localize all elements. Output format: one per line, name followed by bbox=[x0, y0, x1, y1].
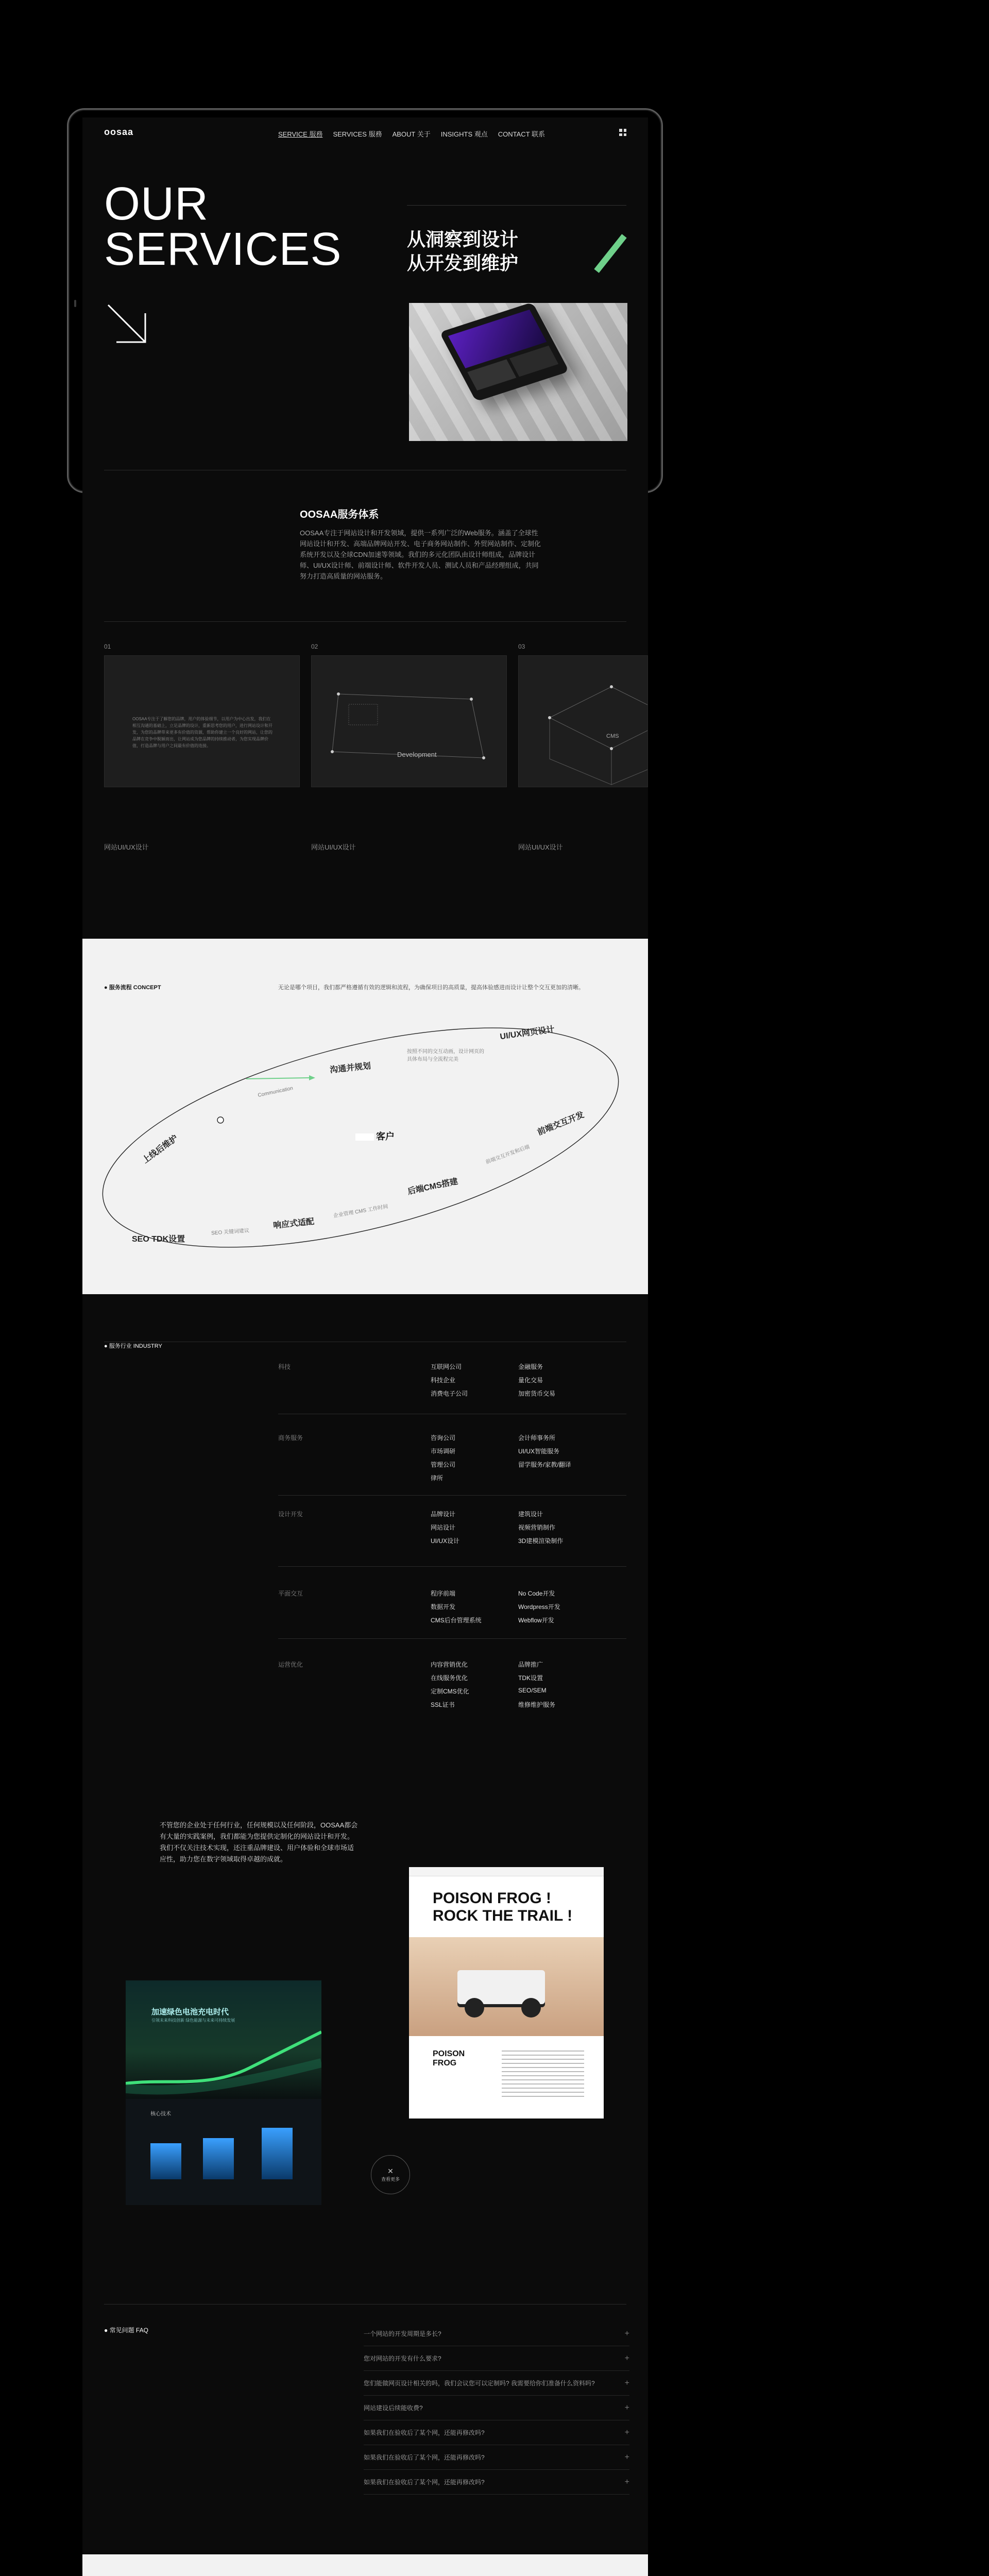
industry-item[interactable]: 品牌设计 bbox=[431, 1511, 456, 1518]
plus-icon: + bbox=[624, 2452, 629, 2462]
faq-question: 一个网站的开发周期是多长? bbox=[364, 2330, 441, 2337]
industry-item[interactable]: 数据开发 bbox=[431, 1603, 456, 1611]
faq-item[interactable] bbox=[364, 2321, 629, 2346]
plus-icon: + bbox=[624, 2353, 629, 2363]
faq-item[interactable] bbox=[364, 2470, 629, 2495]
industry-item[interactable]: TDK设置 bbox=[518, 1674, 543, 1682]
industry-item[interactable]: 会计师事务所 bbox=[518, 1434, 556, 1442]
service-card-label: 网站UI/UX设计 bbox=[104, 843, 149, 851]
nav-item-contact[interactable]: CONTACT 联系 bbox=[498, 130, 545, 138]
page-canvas bbox=[82, 117, 648, 2576]
industry-item[interactable]: 互联网公司 bbox=[431, 1363, 462, 1370]
industry-item[interactable]: 量化交易 bbox=[518, 1377, 543, 1384]
row-divider bbox=[278, 1566, 626, 1567]
hero-title-line2: SERVICES bbox=[104, 224, 342, 275]
nav-item-insights[interactable]: INSIGHTS 观点 bbox=[440, 130, 488, 138]
industry-item[interactable]: 程序前端 bbox=[431, 1590, 456, 1597]
card-number: 02 bbox=[311, 643, 318, 650]
development-diagram bbox=[312, 656, 507, 788]
industry-item[interactable]: SEO/SEM bbox=[518, 1687, 547, 1694]
card-number: 03 bbox=[518, 643, 525, 650]
faq-question: 如果我们在验收后了某个网，还能再修改吗? bbox=[364, 2454, 485, 2461]
industry-item[interactable]: 3D建模渲染制作 bbox=[518, 1537, 564, 1545]
industry-group-name: 平面交互 bbox=[278, 1590, 303, 1597]
industry-item[interactable]: 内容营销优化 bbox=[431, 1661, 468, 1668]
view-more-button[interactable] bbox=[371, 2155, 410, 2194]
truck-wheel bbox=[521, 1998, 541, 2018]
industry-item[interactable]: 视频营销制作 bbox=[518, 1524, 556, 1531]
chart-bar bbox=[203, 2138, 234, 2179]
contact-section bbox=[82, 2554, 648, 2576]
arrow-down-right-icon bbox=[106, 303, 148, 345]
service-card[interactable] bbox=[518, 655, 648, 787]
hero-divider bbox=[407, 205, 626, 206]
concept-tag-text: 服务流程 CONCEPT bbox=[109, 985, 161, 991]
truck-photo bbox=[409, 1937, 604, 2036]
center-highlight bbox=[355, 1133, 374, 1141]
close-icon: ✕ bbox=[387, 2167, 394, 2175]
flow-step-planning: 沟通并规划 bbox=[329, 1061, 371, 1075]
row-divider bbox=[278, 1495, 626, 1496]
hero-tablet-image bbox=[409, 303, 627, 441]
industry-group-name: 运营优化 bbox=[278, 1661, 303, 1668]
case-card-subtitle: 引领未来科技创新 绿色能源与未来可持续发展 bbox=[151, 2018, 235, 2023]
section-divider bbox=[104, 621, 626, 622]
industry-item[interactable]: 管理公司 bbox=[431, 1461, 456, 1468]
industry-item[interactable]: UI/UX设计 bbox=[431, 1537, 460, 1545]
industry-group-name: 设计开发 bbox=[278, 1511, 303, 1518]
chart-bar bbox=[262, 2128, 293, 2179]
flow-step-responsive: 响应式适配 bbox=[272, 1217, 315, 1231]
industry-item[interactable]: 科技企业 bbox=[431, 1377, 456, 1384]
flow-note: SEO 关键词建议 bbox=[211, 1228, 250, 1236]
faq-item[interactable] bbox=[364, 2371, 629, 2396]
case-card-brand bbox=[433, 2049, 465, 2068]
green-slash-icon bbox=[592, 233, 628, 273]
industry-item[interactable]: 金融服务 bbox=[518, 1363, 543, 1370]
nav-item-service[interactable]: SERVICE 服務 bbox=[278, 130, 323, 138]
industry-item[interactable]: 消费电子公司 bbox=[431, 1390, 468, 1397]
hero-subtitle-line2: 从开发到维护 bbox=[407, 252, 519, 274]
case-card-body-lines bbox=[502, 2050, 584, 2097]
industry-group-name: 商务服务 bbox=[278, 1434, 303, 1442]
hero-subtitle-line1: 从洞察到设计 bbox=[407, 229, 519, 250]
industry-item[interactable]: 留学服务/家教/翻译 bbox=[518, 1461, 571, 1468]
main-nav bbox=[278, 129, 555, 139]
industry-item[interactable]: 加密货币交易 bbox=[518, 1390, 556, 1397]
case-card-header bbox=[409, 1867, 604, 1876]
nav-item-services[interactable]: SERVICES 服務 bbox=[333, 130, 382, 138]
flow-note: 前端交互开发和后端 bbox=[485, 1144, 531, 1165]
flow-note: 按照不同的交互动画，设计网页的具体布局与全流程完美 bbox=[407, 1049, 484, 1062]
brand-line1: POISON bbox=[433, 2049, 465, 2058]
flow-step-seo: SEO TDK设置 bbox=[132, 1235, 185, 1244]
plus-icon: + bbox=[624, 2378, 629, 2387]
service-card-label: 网站UI/UX设计 bbox=[311, 843, 356, 851]
industry-item[interactable]: 咨询公司 bbox=[431, 1434, 456, 1442]
card-center-label: Development bbox=[397, 751, 437, 758]
chart-bar bbox=[150, 2143, 181, 2179]
headline-line2: ROCK THE TRAIL ! bbox=[433, 1907, 573, 1924]
case-card-headline bbox=[433, 1890, 572, 1925]
faq-item[interactable] bbox=[364, 2420, 629, 2445]
faq-question: 您们能做网页设计相关的吗，我们会议您可以定制吗? 我需要给你们准备什么资料吗? bbox=[364, 2380, 595, 2387]
industry-item[interactable]: 市场调研 bbox=[431, 1448, 456, 1455]
plus-icon: + bbox=[624, 2403, 629, 2412]
showcase-intro: 不管您的企业处于任何行业，任何规模以及任何阶段，OOSAA都会有大量的实践案例，我们都能为您提供定制化的网站设计和开发。我们不仅关注技术实现，还注重品牌建设、用户体验和全球市场适应性，助力您在数字领域取得卓越的成就。 bbox=[160, 1821, 358, 1863]
industry-item[interactable]: 在线服务优化 bbox=[431, 1674, 468, 1682]
service-card-text: OOSAA专注于了解您的品牌，用户的体验细节，以用户为中心出发，我们在相互沟通的基础上，立足品牌的设计，重新思考您的用户，进行网站设计和开发，为您的品牌带来更多有价值的资源，帮助你建立一个良好的网站，让您的品牌在竞争中脱颖而出，让网站成为您品牌的持续推动者，为您实现品牌价值，打造品牌与用户之间最有价值的连接。 bbox=[132, 717, 272, 748]
logo[interactable]: oosaa bbox=[104, 127, 134, 137]
truck-wheel bbox=[465, 1998, 484, 2018]
cms-cube-diagram bbox=[519, 656, 648, 787]
concept-desc: 无论是哪个项目，我们都严格遵循有效的逻辑和流程，为确保项目的高质量，提高体验感进而设计让整个交互更加的清晰。 bbox=[278, 985, 584, 991]
faq-question: 网站建设后续能收费? bbox=[364, 2404, 423, 2412]
concept-section bbox=[82, 939, 648, 1294]
industry-item[interactable]: 维修维护服务 bbox=[518, 1701, 556, 1708]
case-card-poison-frog[interactable] bbox=[409, 1867, 604, 2119]
flow-step-frontend: 前端交互开发 bbox=[536, 1110, 586, 1138]
service-card-label: 网站UI/UX设计 bbox=[518, 843, 563, 851]
flow-step-maintenance: 上线后维护 bbox=[141, 1133, 180, 1165]
flow-step-cms: 后端CMS搭建 bbox=[406, 1177, 459, 1197]
industry-item[interactable]: 建筑设计 bbox=[518, 1511, 543, 1518]
industry-group-name: 科技 bbox=[278, 1363, 291, 1370]
case-section-title: 核心技术 bbox=[150, 2111, 171, 2117]
industry-item[interactable]: 品牌推广 bbox=[518, 1661, 543, 1668]
card-number: 01 bbox=[104, 643, 111, 650]
concept-center-text: 客户 bbox=[376, 1131, 395, 1142]
industry-item[interactable]: No Code开发 bbox=[518, 1590, 555, 1597]
nav-item-about[interactable]: ABOUT 关于 bbox=[392, 130, 431, 138]
faq-item[interactable] bbox=[364, 2445, 629, 2470]
service-card[interactable] bbox=[311, 655, 507, 787]
case-card-battery[interactable] bbox=[126, 1980, 321, 2205]
device-side-button bbox=[74, 300, 76, 307]
view-more-label: 查看更多 bbox=[381, 2177, 400, 2182]
industry-tag-text: 服务行业 INDUSTRY bbox=[109, 1343, 162, 1349]
green-wave-graphic bbox=[126, 1980, 321, 2099]
industry-item[interactable]: UI/UX智能服务 bbox=[518, 1448, 560, 1455]
faq-question: 如果我们在验收后了某个网，还能再修改吗? bbox=[364, 2479, 485, 2486]
industry-item[interactable]: Webflow开发 bbox=[518, 1617, 554, 1624]
brand-line2: FROG bbox=[433, 2059, 457, 2067]
card-center-label: CMS bbox=[606, 733, 619, 739]
plus-icon: + bbox=[624, 2329, 629, 2338]
industry-item[interactable]: 律所 bbox=[431, 1475, 444, 1482]
flow-note: Communication bbox=[257, 1085, 294, 1099]
hero-subtitle bbox=[407, 228, 518, 275]
system-title: OOSAA服务体系 bbox=[300, 509, 379, 520]
case-card-title: 加速绿色电池充电时代 bbox=[151, 2008, 229, 2016]
industry-item[interactable]: 网站设计 bbox=[431, 1524, 456, 1531]
system-text: OOSAA专注于网站设计和开发领域，提供一系列广泛的Web服务。涵盖了全球性网站设计和开发、高端品牌网站开发、电子商务网站制作、外贸网站制作、定制化系统开发以及全球CDN加速等领域。我们的多元化团队由设计师组成，品牌设计师、UI/UX设计师、前端设计师、软件开发人员、测试人员和产品经理组成，共同努力打造高质量的网站服务。 bbox=[300, 529, 541, 580]
industry-item[interactable]: SSL证书 bbox=[431, 1701, 455, 1708]
hero-title bbox=[104, 178, 342, 275]
faq-item[interactable] bbox=[364, 2396, 629, 2420]
faq-question: 您对网站的开发有什么要求? bbox=[364, 2355, 441, 2362]
concept-center bbox=[355, 1129, 395, 1143]
industry-tag: ● 服务行业 INDUSTRY bbox=[104, 1343, 162, 1349]
faq-question: 如果我们在验收后了某个网，还能再修改吗? bbox=[364, 2429, 485, 2436]
plus-icon: + bbox=[624, 2477, 629, 2486]
plus-icon: + bbox=[624, 2428, 629, 2437]
concept-tag: ● 服务流程 CONCEPT bbox=[104, 985, 161, 991]
headline-line1: POISON FROG ! bbox=[433, 1890, 552, 1907]
faq-tag: ● 常见问题 FAQ bbox=[104, 2327, 148, 2334]
grid-icon[interactable] bbox=[619, 129, 626, 136]
faq-item[interactable] bbox=[364, 2346, 629, 2371]
service-card[interactable] bbox=[104, 655, 300, 787]
industry-item[interactable]: Wordpress开发 bbox=[518, 1603, 560, 1611]
hero-title-line1: OUR bbox=[104, 178, 209, 230]
flow-note: 企业管理 CMS 工作时间 bbox=[333, 1204, 389, 1219]
flow-step-uiux: UI/UX网页设计 bbox=[499, 1025, 555, 1042]
industry-item[interactable]: 定制CMS优化 bbox=[431, 1688, 469, 1695]
industry-item[interactable]: CMS后台管理系统 bbox=[431, 1617, 482, 1624]
row-divider bbox=[278, 1638, 626, 1639]
faq-tag-text: 常见问题 FAQ bbox=[109, 2327, 148, 2334]
